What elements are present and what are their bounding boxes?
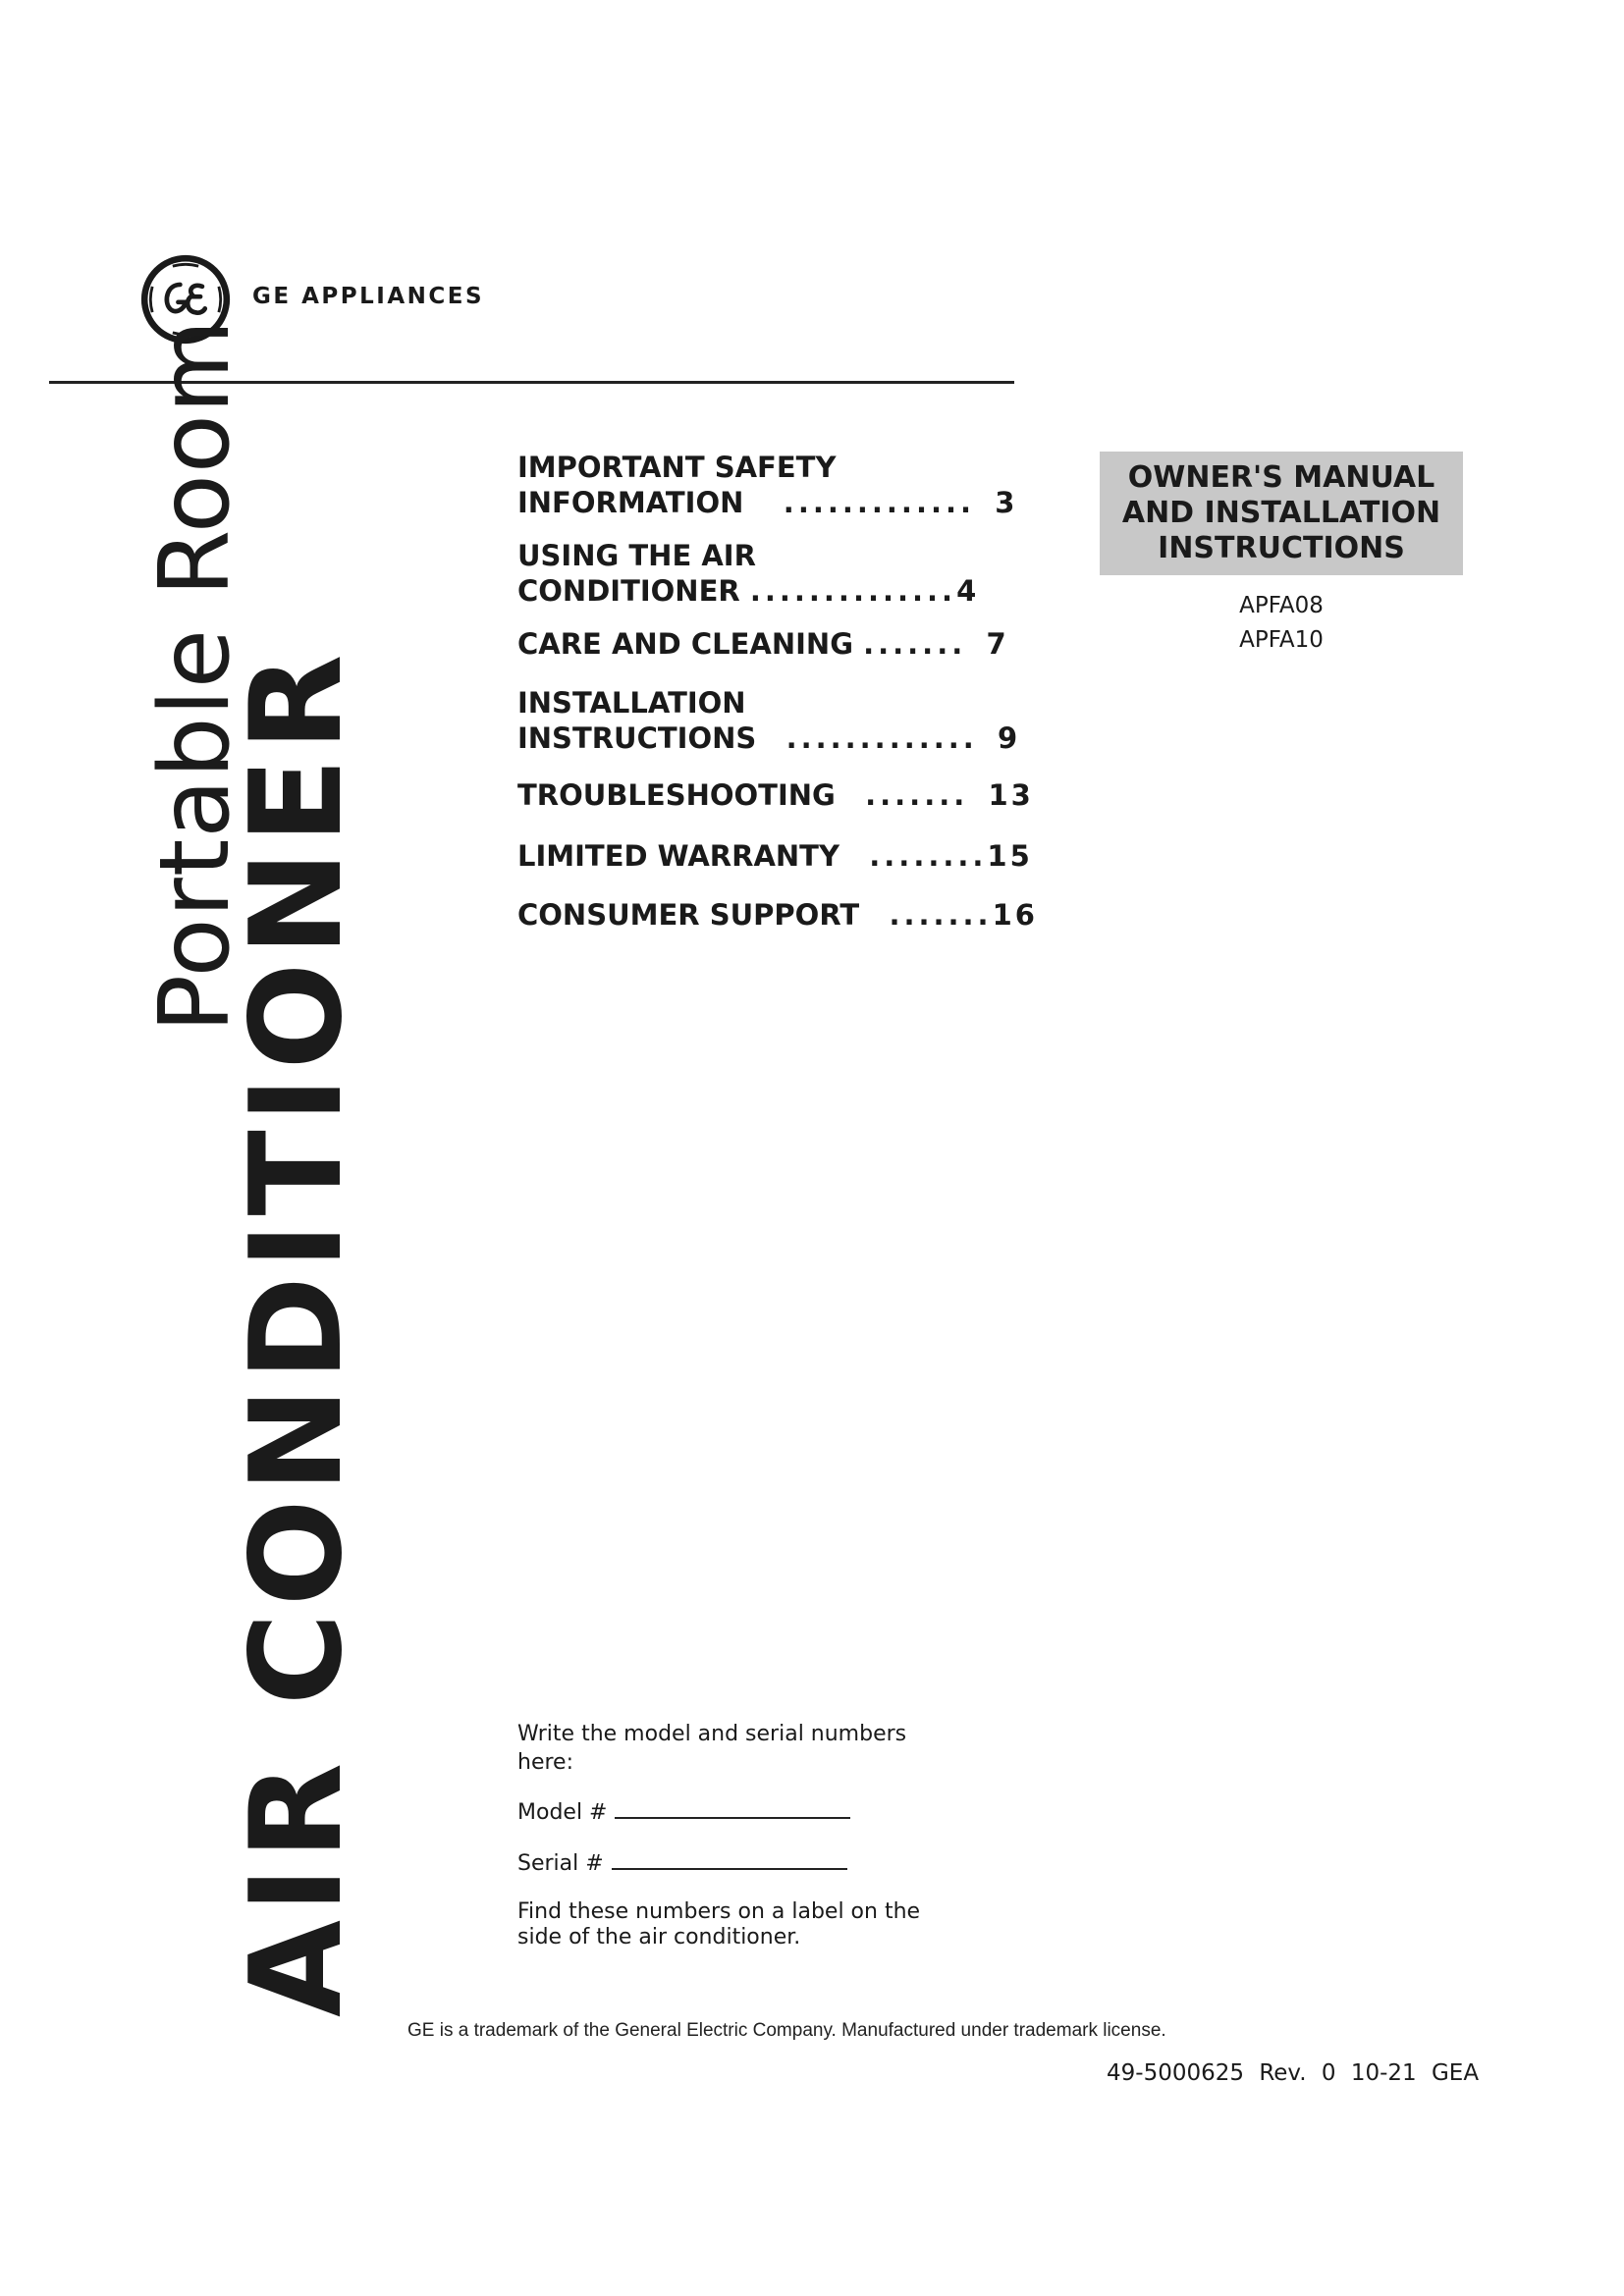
serial-field [517, 1848, 930, 1878]
model-blank-line [615, 1797, 850, 1819]
toc-entry-warranty[interactable] [517, 838, 1048, 874]
toc-entry-using[interactable] [517, 538, 1048, 609]
table-of-contents [517, 450, 1048, 933]
cover-subtitle: Portable Room [139, 318, 251, 1033]
toc-entry-label: TROUBLESHOOTING [517, 778, 836, 812]
toc-entry-label: CONSUMER SUPPORT [517, 898, 860, 932]
toc-leader-dots: .............. [749, 574, 957, 608]
toc-entry-troubleshooting[interactable] [517, 777, 1048, 813]
manual-type-label: OWNER'S MANUAL AND INSTALLATION INSTRUCTIONS [1121, 460, 1441, 565]
revision: Rev. 0 [1259, 2060, 1336, 2086]
toc-entry-safety[interactable] [517, 450, 1048, 520]
toc-page-number: 4 [956, 574, 980, 608]
toc-leader-dots: ............. [783, 486, 976, 519]
toc-entry-label: CONDITIONER [517, 574, 740, 608]
toc-leader-dots: ....... [889, 898, 993, 932]
serial-blank-line [612, 1848, 847, 1870]
toc-leader-dots: ....... [863, 627, 967, 661]
document-number-line [1107, 2060, 1479, 2086]
brand-name: GE APPLIANCES [252, 284, 485, 309]
toc-entry-label: INSTALLATION [517, 686, 746, 720]
toc-entry-label: INSTRUCTIONS [517, 721, 757, 755]
toc-page-number: 16 [992, 898, 1038, 932]
toc-entry-label: CARE AND CLEANING [517, 627, 853, 661]
toc-entry-label: LIMITED WARRANTY [517, 839, 839, 873]
toc-leader-dots: ....... [865, 778, 969, 812]
toc-page-number: 3 [995, 486, 1018, 519]
model-number: APFA10 [1239, 627, 1324, 653]
toc-entry-support[interactable] [517, 897, 1048, 933]
trademark-notice: GE is a trademark of the General Electric Company. Manufactured under trademark license. [407, 2020, 1166, 2041]
toc-entry-label: INFORMATION [517, 486, 744, 519]
model-label: Model # [517, 1800, 608, 1825]
manual-type-box [1100, 452, 1463, 575]
find-numbers-note: Find these numbers on a label on the side of the air conditioner. [517, 1899, 921, 1949]
serial-label: Serial # [517, 1851, 604, 1876]
toc-leader-dots: ............. [785, 721, 978, 755]
toc-entry-label: USING THE AIR [517, 539, 756, 572]
model-number: APFA08 [1239, 593, 1324, 618]
revision-date: 10-21 [1350, 2060, 1417, 2086]
toc-page-number: 15 [987, 839, 1033, 873]
toc-page-number: 7 [986, 627, 1009, 661]
toc-page-number: 13 [988, 778, 1034, 812]
model-field [517, 1797, 930, 1827]
toc-entry-care[interactable] [517, 626, 1048, 662]
toc-leader-dots: ........ [869, 839, 988, 873]
document-number: 49-5000625 [1107, 2060, 1244, 2086]
toc-entry-label: IMPORTANT SAFETY [517, 451, 837, 484]
toc-page-number: 9 [998, 721, 1021, 755]
cover-title: AIR CONDITIONER [224, 647, 370, 2017]
record-intro: Write the model and serial numbers here: [517, 1722, 907, 1775]
record-numbers-block [517, 1720, 930, 1950]
toc-entry-installation[interactable] [517, 685, 1048, 756]
company-code: GEA [1431, 2060, 1480, 2086]
model-list [1100, 589, 1463, 658]
